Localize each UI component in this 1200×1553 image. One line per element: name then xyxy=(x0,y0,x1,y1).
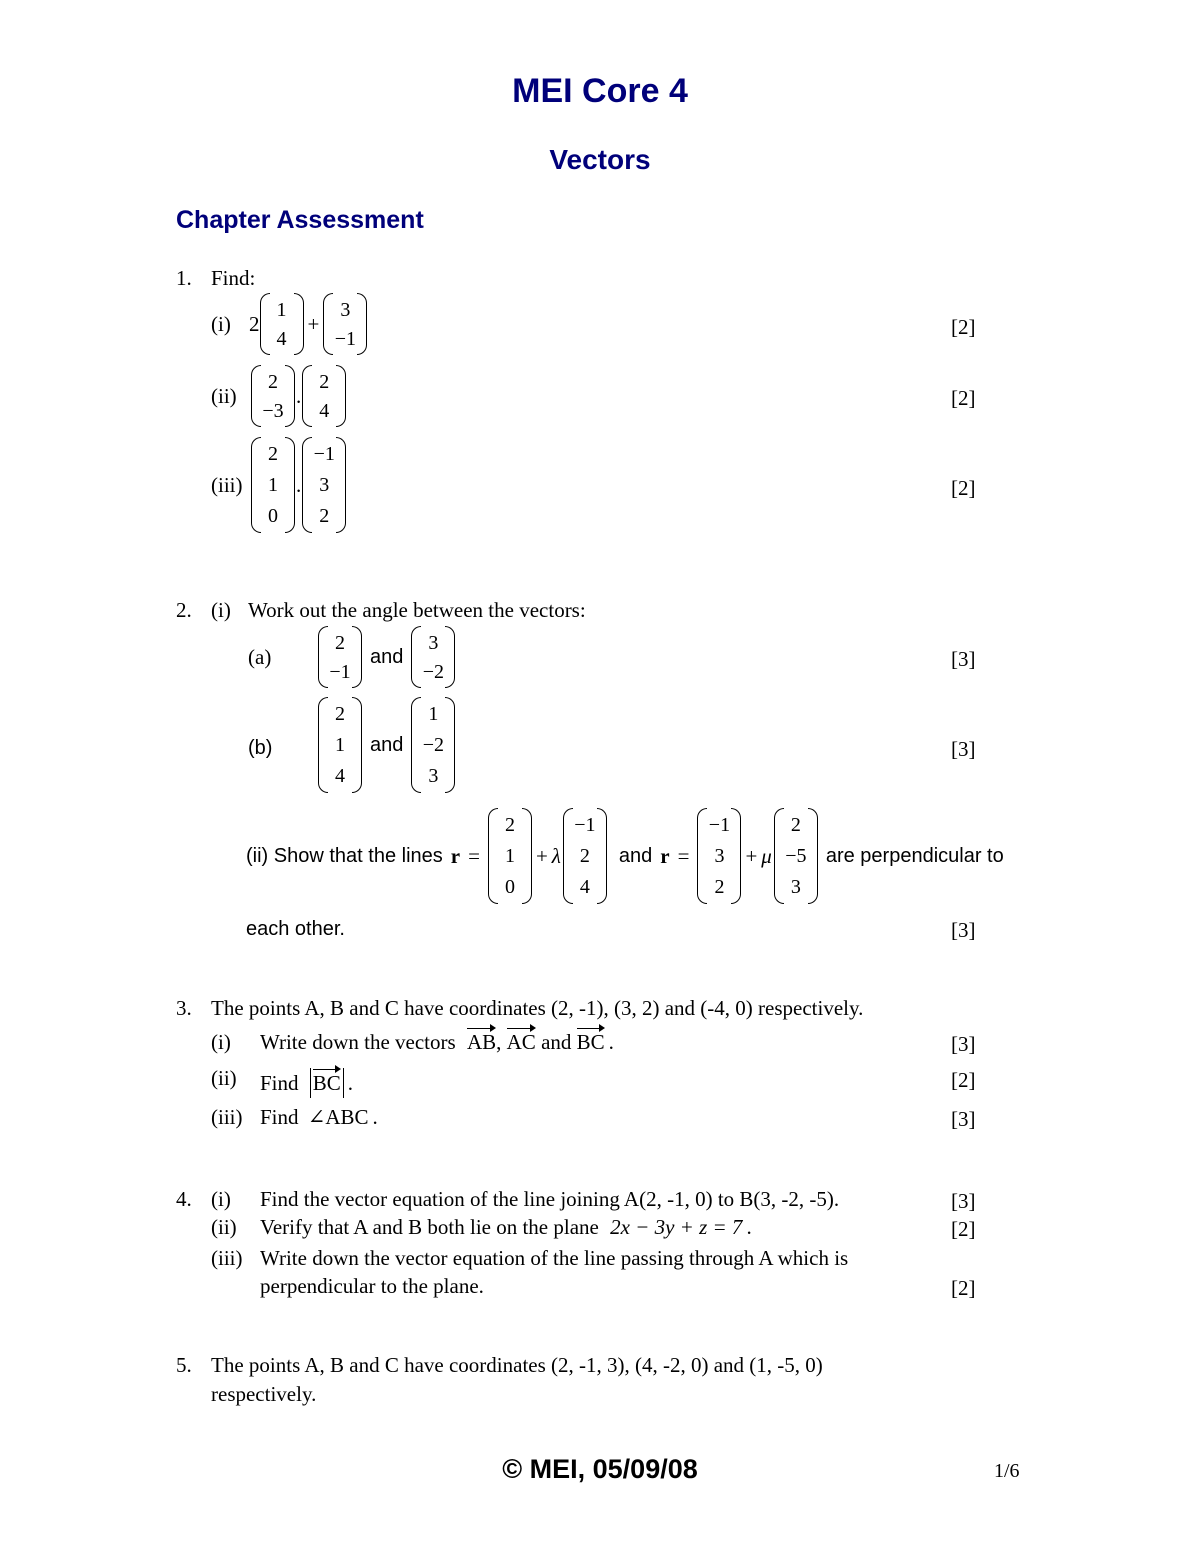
q2-ii-text3: each other. xyxy=(246,918,345,940)
q4-iii-text-1: Write down the vector equation of the line passing through A which is xyxy=(260,1246,849,1270)
section-heading: Chapter Assessment xyxy=(176,206,424,234)
q2-a-mark: [3] xyxy=(951,647,976,671)
q1-ii-vector-a: 2 −3 xyxy=(251,365,295,427)
q2-stem: Work out the angle between the vectors: xyxy=(248,598,586,622)
q4-part-ii xyxy=(260,1217,752,1238)
q1-i-mark: [2] xyxy=(951,315,976,339)
q2-part-a xyxy=(318,626,455,688)
q3-ii-end: . xyxy=(347,1071,354,1095)
q2-a-vector-1: 2 −1 xyxy=(318,626,362,688)
q2-a-and: and xyxy=(370,646,404,668)
q2-ii-r2: r xyxy=(660,843,670,868)
q2-i-label: (i) xyxy=(211,598,231,622)
q3-i-vector-ac: AC xyxy=(506,1030,536,1054)
q1-iii-vector-b: −1 3 2 xyxy=(302,437,346,533)
q3-stem: The points A, B and C have coordinates (2, -1), (3, 2) and (-4, 0) respectively. xyxy=(211,996,864,1020)
q2-ii-direction-2: 2 −5 3 xyxy=(774,808,818,904)
q3-i-and: and xyxy=(541,1030,572,1054)
q4-ii-text: Verify that A and B both lie on the plane xyxy=(260,1215,599,1239)
q2-ii-text2: are perpendicular to xyxy=(825,845,1004,867)
q5-text-2: respectively. xyxy=(211,1382,317,1406)
q2-ii-r1: r xyxy=(450,843,461,868)
q1-part-i xyxy=(211,293,367,355)
q2-ii-eq2: = xyxy=(677,843,690,868)
q2-b-vector-1: 2 1 4 xyxy=(318,697,362,793)
q1-i-vector-b: 3 −1 xyxy=(323,293,367,355)
q3-part-ii xyxy=(260,1068,353,1098)
q1-ii-label: (ii) xyxy=(211,383,237,408)
q3-i-vector-ab: AB xyxy=(466,1030,497,1054)
q1-ii-mark: [2] xyxy=(951,386,976,410)
q4-i-label: (i) xyxy=(211,1187,231,1211)
q5-number: 5. xyxy=(176,1353,192,1377)
q4-ii-equation: 2x − 3y + z = 7 xyxy=(610,1215,743,1239)
q3-ii-vector-bc: BC xyxy=(312,1071,341,1095)
q2-b-label: (b) xyxy=(248,737,273,759)
q3-number: 3. xyxy=(176,996,192,1020)
q1-ii-operator: . xyxy=(296,383,302,408)
q2-b-and: and xyxy=(370,734,404,756)
q2-b-mark: [3] xyxy=(951,737,976,761)
q2-ii-text: (ii) Show that the lines xyxy=(246,845,443,867)
q4-i-text: Find the vector equation of the line joining A(2, -1, 0) to B(3, -2, -5). xyxy=(260,1187,840,1211)
q1-i-coef: 2 xyxy=(249,311,260,336)
q1-i-operator: + xyxy=(307,311,320,336)
page-subtitle: Vectors xyxy=(549,144,651,175)
q1-iii-vector-a: 2 1 0 xyxy=(251,437,295,533)
q5-text-1: The points A, B and C have coordinates (2, -1, 3), (4, -2, 0) and (1, -5, 0) xyxy=(211,1353,823,1377)
q4-ii-mark: [2] xyxy=(951,1217,976,1241)
q1-iii-label: (iii) xyxy=(211,472,243,497)
q2-ii-plus2: + xyxy=(745,843,758,868)
q2-part-ii xyxy=(246,808,1004,904)
q2-number: 2. xyxy=(176,598,192,622)
q4-i-mark: [3] xyxy=(951,1189,976,1213)
q2-ii-point-1: 2 1 0 xyxy=(488,808,532,904)
q3-ii-abs-right xyxy=(343,1068,344,1098)
q1-stem: Find: xyxy=(211,266,256,290)
q3-i-comma: , xyxy=(496,1030,502,1054)
q2-ii-point-2: −1 3 2 xyxy=(697,808,741,904)
q1-iii-mark: [2] xyxy=(951,476,976,500)
q1-iii-operator: . xyxy=(296,472,302,497)
q3-i-label: (i) xyxy=(211,1030,231,1054)
q3-i-mark: [3] xyxy=(951,1032,976,1056)
q2-ii-direction-1: −1 2 4 xyxy=(563,808,607,904)
q2-ii-mark: [3] xyxy=(951,918,976,942)
q4-iii-mark: [2] xyxy=(951,1276,976,1300)
q2-a-vector-2: 3 −2 xyxy=(411,626,455,688)
q3-iii-mark: [3] xyxy=(951,1107,976,1131)
q2-ii-and: and xyxy=(618,845,653,867)
q2-ii-eq1: = xyxy=(468,843,480,868)
page-number: 1/6 xyxy=(994,1460,1020,1482)
q3-i-text: Write down the vectors xyxy=(260,1030,456,1054)
q4-ii-end: . xyxy=(746,1215,752,1239)
q1-part-iii xyxy=(211,437,346,533)
q3-ii-label: (ii) xyxy=(211,1066,237,1090)
q3-ii-mark: [2] xyxy=(951,1068,976,1092)
page-title: MEI Core 4 xyxy=(512,72,688,110)
q1-i-vector-a: 1 4 xyxy=(260,293,304,355)
q4-number: 4. xyxy=(176,1187,192,1211)
q1-number: 1. xyxy=(176,266,192,290)
q1-i-label: (i) xyxy=(211,311,231,336)
q4-ii-label: (ii) xyxy=(211,1215,237,1239)
q3-i-end: . xyxy=(608,1030,614,1054)
q3-part-iii xyxy=(260,1107,378,1128)
q3-iii-end: . xyxy=(372,1105,378,1129)
q3-iii-text: Find xyxy=(260,1105,299,1129)
q3-part-i xyxy=(260,1032,614,1053)
q2-ii-plus1: + xyxy=(535,843,548,868)
q4-iii-text-2: perpendicular to the plane. xyxy=(260,1274,484,1298)
q3-ii-abs-left xyxy=(310,1068,311,1098)
q2-a-label: (a) xyxy=(248,645,272,669)
q4-iii-label: (iii) xyxy=(211,1246,243,1270)
q3-i-vector-bc: BC xyxy=(576,1030,605,1054)
q1-part-ii xyxy=(211,365,346,427)
q3-iii-label: (iii) xyxy=(211,1105,243,1129)
q1-ii-vector-b: 2 4 xyxy=(302,365,346,427)
q2-ii-mu: μ xyxy=(761,843,772,868)
q2-part-b xyxy=(318,697,455,793)
q3-iii-angle: ∠ABC xyxy=(307,1105,369,1129)
q2-b-vector-2: 1 −2 3 xyxy=(411,697,455,793)
q3-ii-text: Find xyxy=(260,1071,299,1095)
q2-ii-lambda: λ xyxy=(551,843,561,868)
footer-copyright: © MEI, 05/09/08 xyxy=(502,1454,698,1484)
